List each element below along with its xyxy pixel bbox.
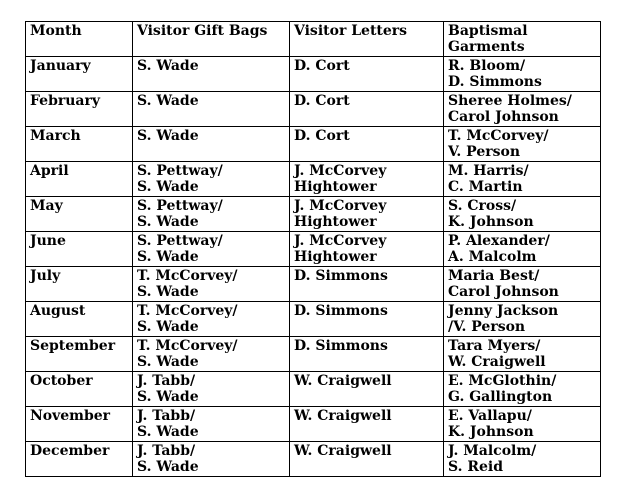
table-row [26, 197, 601, 232]
month-cell: November [26, 407, 133, 442]
garments-cell: M. Harris/ C. Martin [444, 162, 601, 197]
table-row [26, 442, 601, 477]
letters-cell: W. Craigwell [290, 372, 444, 407]
letters-cell: D. Simmons [290, 302, 444, 337]
month-cell: June [26, 232, 133, 267]
letters-cell: D. Cort [290, 57, 444, 92]
garments-cell: Sheree Holmes/ Carol Johnson [444, 92, 601, 127]
garments-cell: R. Bloom/ D. Simmons [444, 57, 601, 92]
header-month: Month [26, 22, 133, 57]
garments-cell: Tara Myers/ W. Craigwell [444, 337, 601, 372]
month-cell: January [26, 57, 133, 92]
header-visitor-letters: Visitor Letters [290, 22, 444, 57]
gift-bags-cell: S. Pettway/ S. Wade [133, 197, 290, 232]
header-row [26, 22, 601, 57]
letters-cell: D. Cort [290, 92, 444, 127]
gift-bags-cell: S. Wade [133, 57, 290, 92]
gift-bags-cell: J. Tabb/ S. Wade [133, 372, 290, 407]
gift-bags-cell: S. Pettway/ S. Wade [133, 162, 290, 197]
gift-bags-cell: S. Wade [133, 127, 290, 162]
letters-cell: W. Craigwell [290, 407, 444, 442]
garments-cell: J. Malcolm/ S. Reid [444, 442, 601, 477]
table-row [26, 372, 601, 407]
table-row [26, 302, 601, 337]
header-visitor-gift-bags: Visitor Gift Bags [133, 22, 290, 57]
gift-bags-cell: J. Tabb/ S. Wade [133, 407, 290, 442]
month-cell: April [26, 162, 133, 197]
table-row [26, 267, 601, 302]
garments-cell: E. Vallapu/ K. Johnson [444, 407, 601, 442]
gift-bags-cell: T. McCorvey/ S. Wade [133, 302, 290, 337]
table-row [26, 127, 601, 162]
month-cell: February [26, 92, 133, 127]
letters-cell: J. McCorvey Hightower [290, 197, 444, 232]
table-row [26, 337, 601, 372]
gift-bags-cell: S. Wade [133, 92, 290, 127]
gift-bags-cell: T. McCorvey/ S. Wade [133, 337, 290, 372]
letters-cell: J. McCorvey Hightower [290, 162, 444, 197]
month-cell: July [26, 267, 133, 302]
letters-cell: D. Simmons [290, 337, 444, 372]
table-row [26, 407, 601, 442]
garments-cell: Maria Best/ Carol Johnson [444, 267, 601, 302]
letters-cell: D. Cort [290, 127, 444, 162]
gift-bags-cell: J. Tabb/ S. Wade [133, 442, 290, 477]
month-cell: May [26, 197, 133, 232]
month-cell: September [26, 337, 133, 372]
garments-cell: E. McGlothin/ G. Gallington [444, 372, 601, 407]
letters-cell: D. Simmons [290, 267, 444, 302]
month-cell: August [26, 302, 133, 337]
table-row [26, 162, 601, 197]
month-cell: December [26, 442, 133, 477]
garments-cell: S. Cross/ K. Johnson [444, 197, 601, 232]
gift-bags-cell: T. McCorvey/ S. Wade [133, 267, 290, 302]
garments-cell: T. McCorvey/ V. Person [444, 127, 601, 162]
letters-cell: J. McCorvey Hightower [290, 232, 444, 267]
garments-cell: Jenny Jackson /V. Person [444, 302, 601, 337]
gift-bags-cell: S. Pettway/ S. Wade [133, 232, 290, 267]
schedule-table [25, 21, 601, 477]
month-cell: March [26, 127, 133, 162]
table-row [26, 92, 601, 127]
letters-cell: W. Craigwell [290, 442, 444, 477]
table-row [26, 232, 601, 267]
header-baptismal-garments: Baptismal Garments [444, 22, 601, 57]
garments-cell: P. Alexander/ A. Malcolm [444, 232, 601, 267]
table-row [26, 57, 601, 92]
month-cell: October [26, 372, 133, 407]
